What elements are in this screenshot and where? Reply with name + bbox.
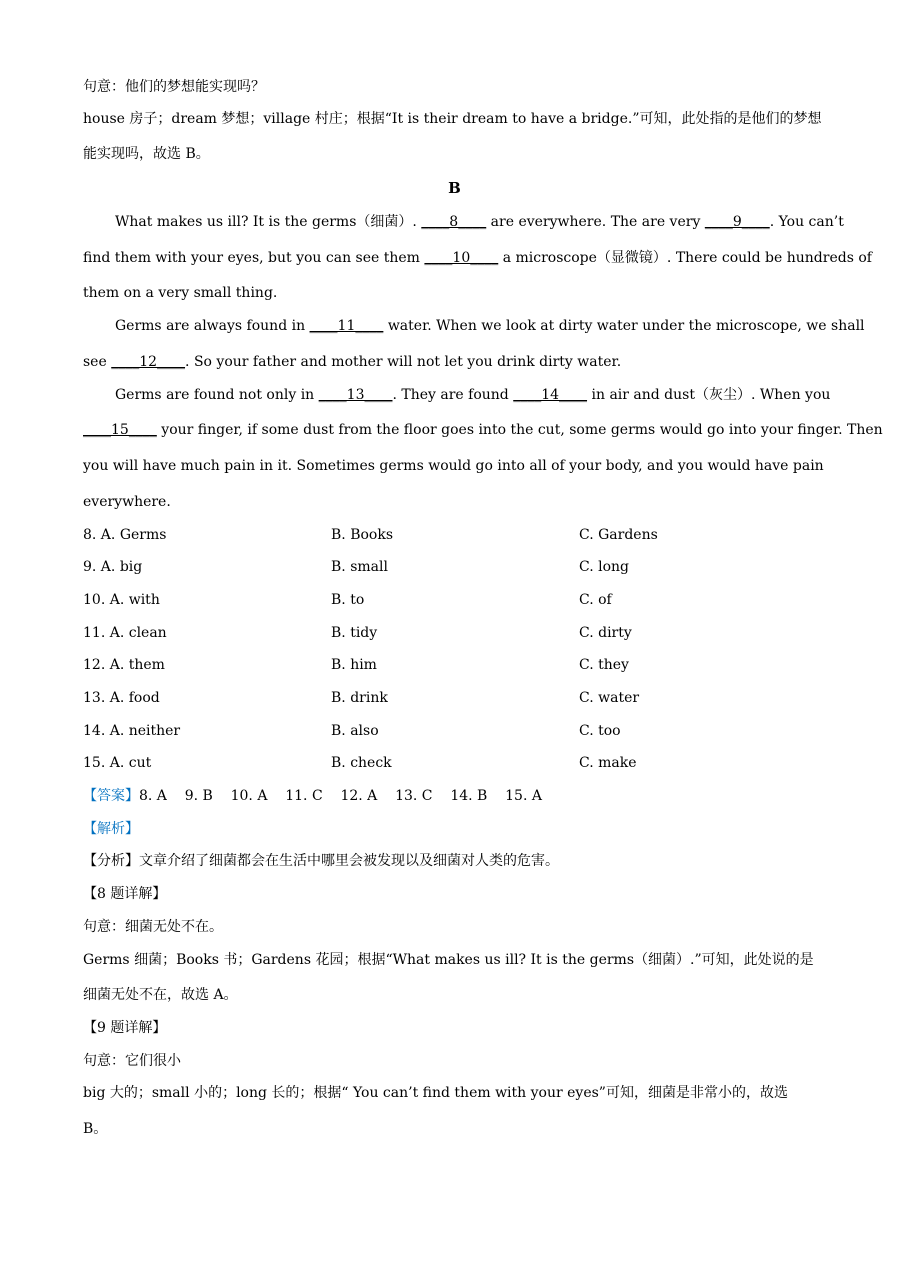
passage-line	[83, 248, 872, 268]
option-row	[83, 721, 828, 741]
blank-15: ____15____	[83, 422, 157, 438]
option-c: C. of	[579, 592, 612, 608]
option-c: C. long	[579, 559, 629, 575]
answer-line	[83, 786, 828, 806]
option-b: B. drink	[331, 690, 388, 706]
passage-text: your finger, if some dust from the floor goes into the cut, some germs would go into your finger. Then	[156, 422, 883, 438]
option-row	[83, 655, 828, 675]
option-c: C. water	[579, 690, 640, 706]
text-line: big 大的；small 小的；long 长的；根据“ You can’t find them with your eyes”可知，细菌是非常小的，故选	[83, 1085, 788, 1101]
option-b: B. to	[331, 592, 365, 608]
option-a: 13. A. food	[83, 690, 160, 706]
passage-text: . So your father and mother will not let you drink dirty water.	[185, 354, 622, 370]
answer-text: 8. A 9. B 10. A 11. C 12. A 13. C 14. B 15. A	[139, 788, 542, 804]
passage-line: you will have much pain in it. Sometimes germs would go into all of your body, and you would have pain	[83, 458, 824, 474]
analysis-tag: 【解析】	[83, 821, 139, 837]
option-b: B. small	[331, 559, 388, 575]
blank-12: ____12____	[111, 354, 186, 370]
passage-text: Germs are always found in	[115, 318, 310, 334]
option-row	[83, 590, 828, 610]
option-b: B. check	[331, 755, 392, 771]
blank-14: ____14____	[513, 387, 588, 403]
passage-text: in air and dust（灰尘）. When you	[587, 387, 831, 403]
blank-13: ____13____	[318, 387, 393, 403]
option-c: C. Gardens	[579, 527, 658, 543]
passage-text: find them with your eyes, but you can see them	[83, 250, 425, 266]
option-a: 9. A. big	[83, 559, 143, 575]
passage-line: them on a very small thing.	[83, 285, 278, 301]
passage-text: Germs are found not only in	[115, 387, 319, 403]
text-line: 句意：它们很小	[83, 1053, 181, 1069]
option-b: B. Books	[331, 527, 394, 543]
option-b: B. also	[331, 723, 379, 739]
passage-line	[115, 316, 865, 336]
option-c: C. they	[579, 657, 629, 673]
text-line: B。	[83, 1121, 108, 1137]
passage-line	[83, 420, 883, 440]
blank-10: ____10____	[424, 250, 499, 266]
answer-tag: 【答案】	[83, 788, 139, 804]
option-a: 10. A. with	[83, 592, 160, 608]
option-b: B. tidy	[331, 625, 378, 641]
question-9-heading: 【9 题详解】	[83, 1020, 167, 1036]
option-row	[83, 753, 828, 773]
text-line: 句意：他们的梦想能实现吗？	[83, 79, 265, 95]
option-a: 11. A. clean	[83, 625, 167, 641]
passage-text: . They are found	[392, 387, 514, 403]
text-line: Germs 细菌；Books 书；Gardens 花园；根据“What makes us ill? It is the germs（细菌）.”可知，此处说的是	[83, 952, 814, 968]
passage-text: see	[83, 354, 112, 370]
passage-text: are everywhere. The are very	[486, 214, 705, 230]
passage-text: water. When we look at dirty water under the microscope, we shall	[383, 318, 865, 334]
blank-11: ____11____	[309, 318, 384, 334]
passage-text: . You can’t	[769, 214, 844, 230]
option-a: 15. A. cut	[83, 755, 152, 771]
blank-9: ____9____	[704, 214, 770, 230]
analysis-summary: 【分析】文章介绍了细菌都会在生活中哪里会被发现以及细菌对人类的危害。	[83, 853, 559, 869]
text-line: 句意：细菌无处不在。	[83, 919, 223, 935]
option-row	[83, 688, 828, 708]
section-title: B	[448, 179, 461, 197]
text-line: house 房子；dream 梦想；village 村庄；根据“It is their dream to have a bridge.”可知，此处指的是他们的梦想	[83, 111, 822, 127]
passage-text: What makes us ill? It is the germs（细菌）.	[115, 214, 422, 230]
option-c: C. make	[579, 755, 637, 771]
option-row	[83, 557, 828, 577]
blank-8: ____8____	[421, 214, 487, 230]
option-b: B. him	[331, 657, 377, 673]
option-row	[83, 525, 828, 545]
option-c: C. too	[579, 723, 621, 739]
passage-line	[115, 212, 844, 232]
passage-text: a microscope（显微镜）. There could be hundreds of	[498, 250, 872, 266]
passage-line	[83, 352, 828, 372]
option-row	[83, 623, 828, 643]
text-line: 能实现吗，故选 B。	[83, 146, 210, 162]
question-8-heading: 【8 题详解】	[83, 886, 167, 902]
option-a: 8. A. Germs	[83, 527, 167, 543]
passage-line	[115, 385, 831, 405]
option-a: 12. A. them	[83, 657, 165, 673]
option-a: 14. A. neither	[83, 723, 181, 739]
passage-line: everywhere.	[83, 494, 171, 510]
text-line: 细菌无处不在，故选 A。	[83, 987, 238, 1003]
option-c: C. dirty	[579, 625, 632, 641]
